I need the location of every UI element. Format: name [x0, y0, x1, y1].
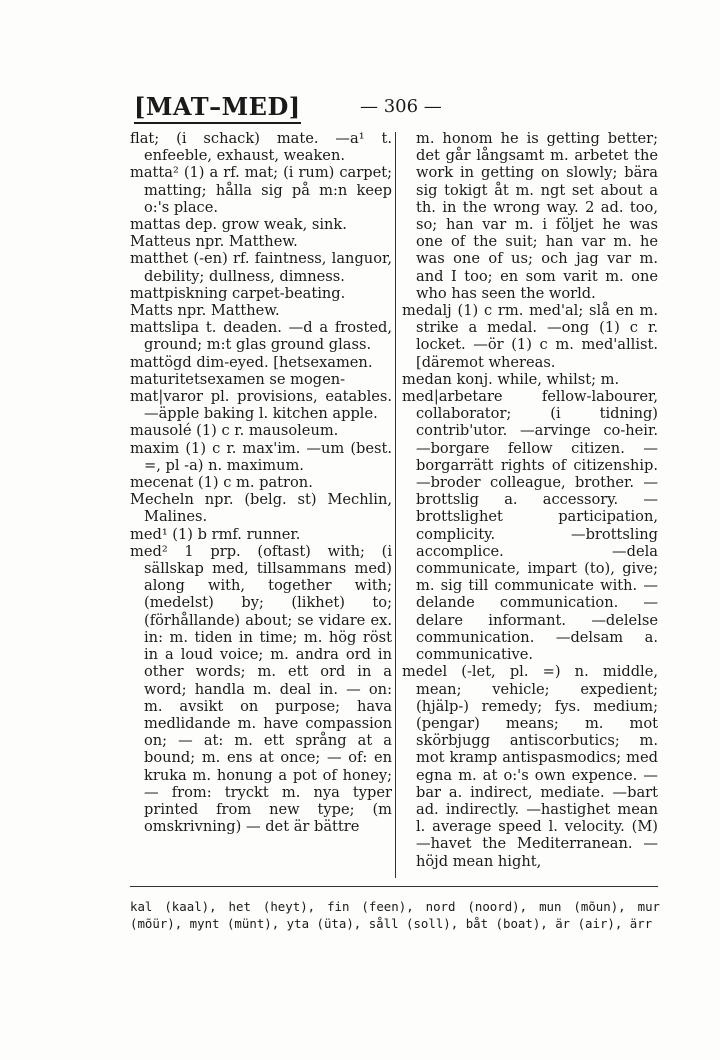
entry: med¹ (1) b rmf. runner. — [130, 525, 301, 543]
entry: mattslipa t. deaden. —d a frosted, ground; m:t glas ground glass. — [130, 319, 392, 354]
entry: Matteus npr. Matthew. — [130, 233, 298, 251]
left-column — [130, 130, 392, 835]
entry: medel (-let, pl. =) n. middle, mean; vehicle; expedient; (hjälp-) remedy; fys. medium; (pengar) means; m. mot skörbjugg antiscorbutics; m. mot kramp antispasmodics; med egna m. at o:'s own expence. —bar a. indirect, mediate. —bart ad. indirectly. —hastighet mean l. average speed l. velocity. (M) —havet the Mediterranean. —höjd mean hight, — [402, 663, 658, 870]
right-column — [402, 130, 658, 870]
entry: medan konj. while, whilst; m. — [402, 370, 620, 388]
entry: flat; (i schack) mate. —a¹ t. enfeeble, exhaust, weaken. — [130, 130, 392, 165]
entry: mecenat (1) c m. patron. — [130, 474, 313, 492]
entry: matthet (-en) rf. faintness, languor, debility; dullness, dimness. — [130, 250, 392, 285]
entry: Matts npr. Matthew. — [130, 302, 280, 320]
entry: med² 1 prp. (oftast) with; (i sällskap med, tillsammans med) along with, together with; (medelst) by; (likhet) to; (förhållande) about; se vidare ex. in: m. tiden in time; m. hög röst in a loud voice; m. andra ord in other words; m. ett ord in a word; handla m. deal in. — on: m. avsikt on purpose; hava medlidande m. have compassion on; — at: m. ett språng at a bound; m. ens at once; — of: en kruka m. honung a pot of honey; — from: tryckt m. nya typer printed from new type; (m omskrivning) — det är bättre — [130, 542, 392, 836]
entry: mattpiskning carpet-beating. — [130, 284, 346, 302]
entry: Mecheln npr. (belg. st) Mechlin, Malines. — [130, 491, 392, 526]
entry: mattögd dim-eyed. [hetsexamen. — [130, 353, 373, 371]
footer-rule — [130, 886, 658, 887]
entry: medalj (1) c rm. med'al; slå en m. strike a medal. —ong (1) c r. locket. —ör (1) c m. med'allist. [däremot whereas. — [402, 302, 658, 371]
entry: mattas dep. grow weak, sink. — [130, 216, 347, 234]
entry: maxim (1) c r. max'im. —um (best. =, pl -a) n. maximum. — [130, 439, 392, 474]
entry: mausolé (1) c r. mausoleum. — [130, 422, 339, 440]
running-header — [134, 92, 654, 128]
entry: m. honom he is getting better; det går långsamt m. arbetet the work in getting on slowly; bära sig tokigt åt m. ngt set about a th. in the wrong way. 2 ad. too, so; han var m. i följet he was one of the suit; han var m. he was one of us; och jag var m. and I too; en som varit m. one who has seen the world. — [416, 130, 658, 302]
page-number: — 306 — — [360, 96, 442, 117]
pronunciation-key: kal (kaal), het (heyt), fin (feen), nord (noord), mun (mõun), mur (mõür), mynt (münt), yta (üta), såll (soll), båt (boat), är (air), ärr — [130, 899, 660, 931]
entry: matta² (1) a rf. mat; (i rum) carpet; matting; hålla sig på m:n keep o:'s place. — [130, 164, 392, 216]
entry: maturitetsexamen se mogen- — [130, 370, 346, 388]
guide-words: [MAT–MED] — [134, 92, 301, 121]
column-divider — [395, 132, 396, 878]
entry: mat|varor pl. provisions, eatables. —äpple baking l. kitchen apple. — [130, 388, 392, 423]
entry: med|arbetare fellow-labourer, collaborator; (i tidning) contrib'utor. —arvinge co-heir. —borgare fellow citizen. —borgarrätt rights of citizenship. —broder colleague, brother. —brottslig a. accessory. —brottslighet participation, complicity. —brottsling accomplice. —dela communicate, impart (to), give; m. sig till communicate with. —delande communication. —delare informant. —delelse communication. —delsam a. communicative. — [402, 388, 658, 664]
